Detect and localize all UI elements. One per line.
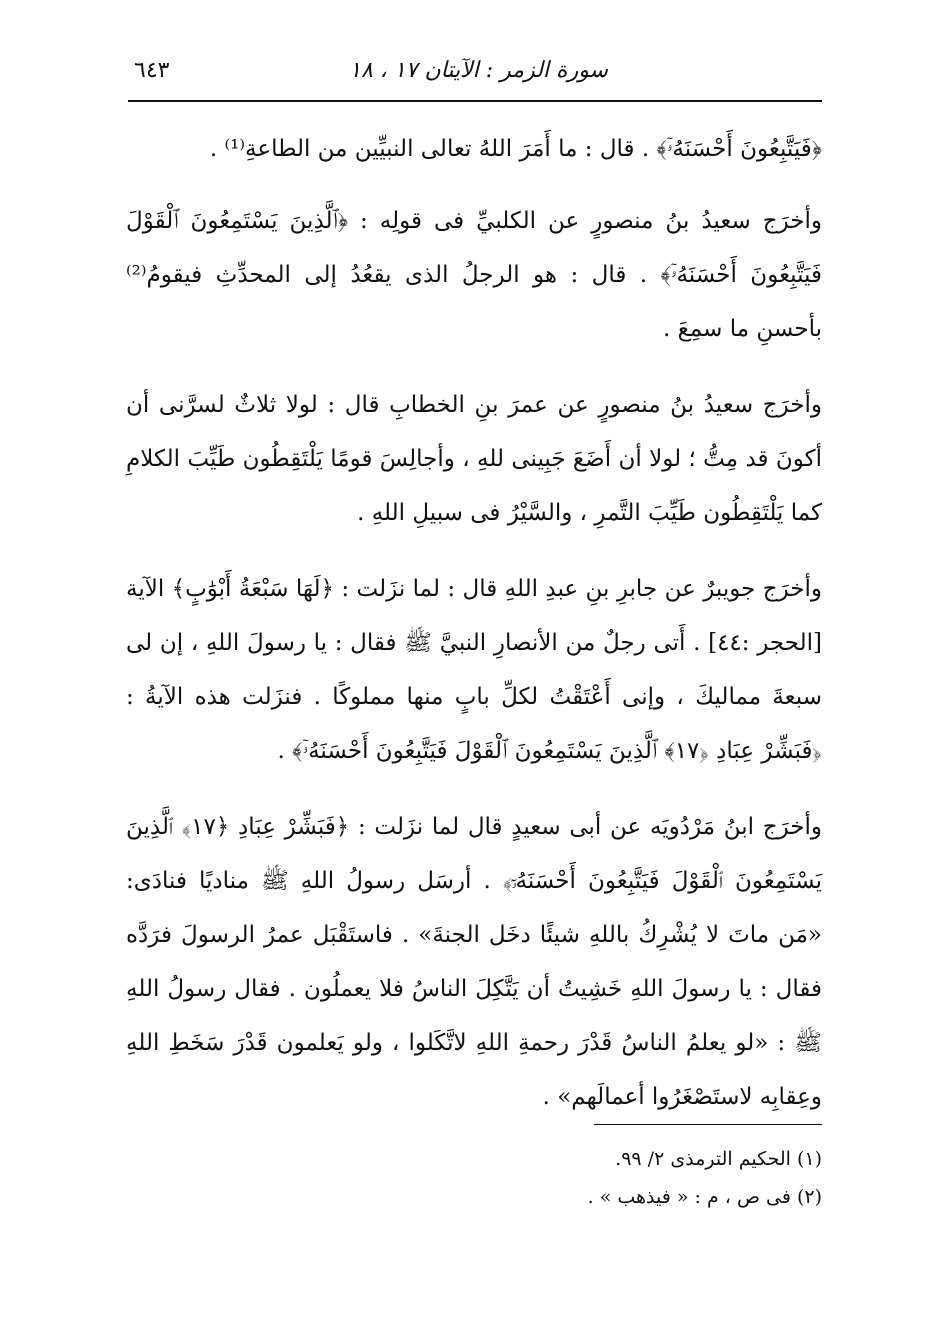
running-header: [128, 52, 822, 102]
footnote: (٢) فى ص ، م : « فيذهب » .: [587, 1186, 822, 1208]
footnote-divider: [594, 1124, 822, 1125]
footnote: (١) الحكيم الترمذى ٢/ ٩٩.: [615, 1148, 822, 1170]
page-number: ٦٤٣: [134, 58, 170, 83]
footnotes: [422, 1140, 822, 1216]
paragraph: وأخرَج سعيدُ بنُ منصورٍ عن عمرَ بنِ الخطابِ قال : لولا ثلاثٌ لسرَّنى أن أكونَ قد مِتُّ ؛ لولا أن أَضَعَ جَبِينى للهِ ، وأجالِسَ قومًا يَلْتَقِطُون طَيِّبَ الكلامِ كما يَلْتَقِطُون طَيِّبَ التَّمرِ ، والسَّيْرُ فى سبيلِ اللهِ .: [126, 392, 822, 526]
main-text: [126, 122, 822, 1146]
paragraph: وأخرَج جويبرٌ عن جابرِ بنِ عبدِ اللهِ قال : لما نزَلت : ﴿لَهَا سَبْعَةُ أَبْوَٰبٍ﴾ الآية [الحجر :٤٤] . أَتى رجلٌ من الأنصارِ النبيَّ ﷺ فقال : يا رسولَ اللهِ ، إن لى سبعةَ مماليكَ ، وإنى أَعْتَقْتُ لكلِّ بابٍ منها مملوكًا . فنزَلت هذه الآيةُ : ﴿فَبَشِّرْ عِبَادِ ﴿١٧﴾ ٱلَّذِينَ يَسْتَمِعُونَ ٱلْقَوْلَ فَيَتَّبِعُونَ أَحْسَنَهُۥٓ﴾ .: [126, 576, 822, 764]
paragraph: وأخرَج سعيدُ بنُ منصورٍ عن الكلبيِّ فى قولِه : ﴿ٱلَّذِينَ يَسْتَمِعُونَ ٱلْقَوْلَ فَيَتَّبِعُونَ أَحْسَنَهُۥٓ﴾ . قال : هو الرجلُ الذى يقعُدُ إلى المحدِّثِ فيقومُ⁽²⁾ بأحسنِ ما سمِعَ .: [126, 208, 822, 342]
paragraph: ﴿فَيَتَّبِعُونَ أَحْسَنَهُۥٓ﴾ . قال : ما أَمَرَ اللهُ تعالى النبيِّين من الطاعةِ⁽¹⁾ .: [209, 136, 822, 162]
paragraph: وأخرَج ابنُ مَرْدُويَه عن أبى سعيدٍ قال لما نزَلت : ﴿فَبَشِّرْ عِبَادِ ﴿١٧﴾ ٱلَّذِينَ يَسْتَمِعُونَ ٱلْقَوْلَ فَيَتَّبِعُونَ أَحْسَنَهُۥٓ﴾ . أرسَل رسولُ اللهِ ﷺ مناديًا فنادَى: «مَن ماتَ لا يُشْرِكُ باللهِ شيئًا دخَل الجنةَ» . فاستَقْبَل عمرُ الرسولَ فرَدَّه فقال : يا رسولَ اللهِ خَشِيتُ أن يَتَّكِلَ الناسُ فلا يعملُون . فقال رسولُ اللهِ ﷺ : «لو يعلمُ الناسُ قَدْرَ رحمةِ اللهِ لاتَّكَلوا ، ولو يَعلمون قَدْرَ سَخَطِ اللهِ وعِقابِه لاستَصْغَرُوا أعمالَهم» .: [126, 814, 822, 1110]
header-title: سورة الزمر : الآيتان ١٧ ، ١٨: [349, 58, 608, 83]
